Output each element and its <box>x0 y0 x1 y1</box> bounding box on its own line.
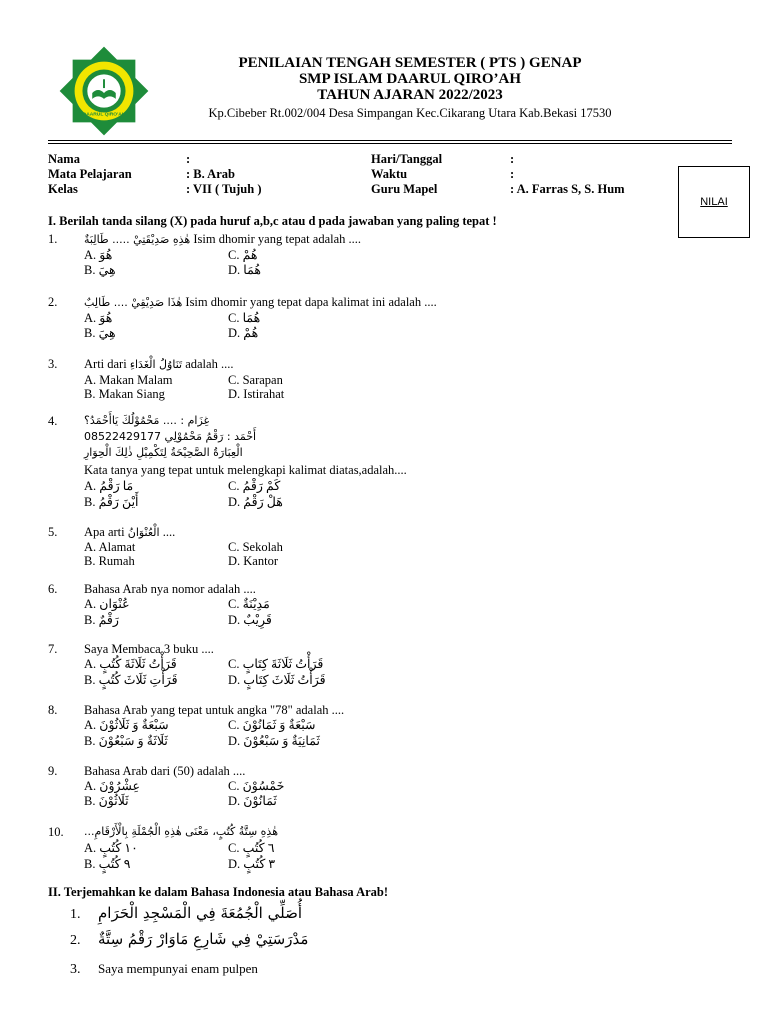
option-b[interactable]: B. Makan Siang <box>84 387 165 401</box>
option-b[interactable]: B. ٩ كُتُبٍ <box>84 857 131 871</box>
waktu-colon: : <box>510 167 515 181</box>
essay-number: 2. <box>70 933 81 948</box>
question-number: 5. <box>48 525 58 539</box>
essay-item-1 <box>70 904 302 923</box>
option-a[interactable]: A. قَرَأْتُ ثَلَاثَةَ كُتُبٍ <box>84 657 177 671</box>
question-arabic: غِزَام : .... مَحْمُوْلُكَ يَاأَحْمَدُ؟ <box>84 414 210 427</box>
option-d[interactable]: D. هَلْ رَقْمُ <box>228 495 283 509</box>
school-logo <box>55 42 153 140</box>
question-number: 7. <box>48 642 58 656</box>
question-arabic: هٰذِهِ صَدِيْقَتِيْ ..... طَالِبَةٌ <box>84 233 191 246</box>
logo-text: DAARUL QIRO'AH <box>82 112 126 118</box>
option-d[interactable]: D. ثَمَانُوْنَ <box>228 794 277 808</box>
question-number: 1. <box>48 232 58 246</box>
question-text: Bahasa Arab nya nomor adalah .... <box>84 582 256 596</box>
option-c[interactable]: C. هُمْ <box>228 248 258 262</box>
waktu-label: Waktu <box>371 167 408 181</box>
question-text: Isim dhomir yang tepat adalah .... <box>190 232 362 246</box>
option-c[interactable]: C. ٦ كُتُبٍ <box>228 841 275 855</box>
nilai-box <box>678 166 750 238</box>
option-d[interactable]: D. هُمْ <box>228 326 259 340</box>
question-number: 3. <box>48 357 58 371</box>
question-text: Bahasa Arab yang tepat untuk angka "78" adalah .... <box>84 703 345 717</box>
option-c[interactable]: C. كَمْ رَقْمُ <box>228 479 281 493</box>
question-number: 9. <box>48 764 58 778</box>
option-d[interactable]: D. قَرَأْتُ ثَلَاثَ كِتَابٍ <box>228 673 326 687</box>
header-title-1: PENILAIAN TENGAH SEMESTER ( PTS ) GENAP <box>238 55 582 71</box>
question-text: Saya Membaca 3 buku .... <box>84 642 214 656</box>
question-number: 8. <box>48 703 58 717</box>
section-2-title: II. Terjemahkan ke dalam Bahasa Indonesia atau Bahasa Arab! <box>48 885 389 899</box>
option-a[interactable]: A. ١٠ كُتُبٍ <box>84 841 138 855</box>
nilai-label: NILAI <box>700 196 728 208</box>
guru-label: Guru Mapel <box>371 182 438 196</box>
option-c[interactable]: C. سَبْعَةٌ وَ ثَمَانُوْنَ <box>228 718 316 732</box>
question-prefix: Apa arti <box>84 525 128 539</box>
question-text: adalah .... <box>182 357 234 371</box>
option-b[interactable]: B. ثَلَاثَةٌ وَ سَبْعُوْنَ <box>84 734 168 748</box>
nama-colon: : <box>186 152 191 166</box>
option-b[interactable]: B. هِيَ <box>84 263 116 277</box>
option-d[interactable]: D. Kantor <box>228 554 278 568</box>
question-arabic: هٰذِهِ سِتَّةُ كُتُبٍ، مَعْنَى هٰذِهِ الْجُمْلَةِ بِالْأَرْقَامِ... <box>84 825 278 838</box>
option-b[interactable]: B. رَقْمٌ <box>84 613 119 627</box>
option-c[interactable]: C. Sarapan <box>228 373 283 387</box>
option-a[interactable]: A. عُنْوَان <box>84 597 130 611</box>
option-c[interactable]: C. مَدِيْنَةٌ <box>228 597 270 611</box>
header-address: Kp.Cibeber Rt.002/004 Desa Simpangan Kec.Cikarang Utara Kab.Bekasi 17530 <box>208 106 612 120</box>
option-d[interactable]: D. هُمَا <box>228 263 261 277</box>
section-1-title: I. Berilah tanda silang (X) pada huruf a,b,c atau d pada jawaban yang paling tepat ! <box>48 214 497 228</box>
option-a[interactable]: A. Makan Malam <box>84 373 173 387</box>
option-b[interactable]: B. أَيْنَ رَقْمُ <box>84 495 139 509</box>
essay-text: مَدْرَسَتِيْ فِي شَارِعِ مَاوَارْ رَقْمُ سِتَّةٌ <box>98 930 309 948</box>
essay-text: أُصَلِّي الْجُمُعَةَ فِي الْمَسْجِدِ الْحَرَامِ <box>98 904 302 922</box>
header-title-3: TAHUN AJARAN 2022/2023 <box>317 87 503 103</box>
option-a[interactable]: A. مَا رَقْمُ <box>84 479 134 493</box>
header-title-2: SMP ISLAM DAARUL QIRO’AH <box>298 71 522 87</box>
option-d[interactable]: D. قَرِيْبٌ <box>228 613 272 627</box>
question-text: Bahasa Arab dari (50) adalah .... <box>84 764 246 778</box>
question-text: .... <box>159 525 176 539</box>
option-c[interactable]: C. Sekolah <box>228 540 283 554</box>
question-number: 6. <box>48 582 58 596</box>
hari-colon: : <box>510 152 515 166</box>
essay-number: 1. <box>70 907 81 922</box>
option-b[interactable]: B. ثَلَاثُوْنَ <box>84 794 129 808</box>
option-b[interactable]: B. قَرَأْتِ ثَلَاثَ كُتُبٍ <box>84 673 178 687</box>
question-arabic-line-3: الْعِبَارَةُ الصَّحِيْحَةُ لِتَكْمِيْلِ ذٰلِكَ الْحِوَارِ <box>84 446 243 459</box>
option-a[interactable]: A. عِشْرُوْنَ <box>84 779 141 793</box>
kelas-label: Kelas <box>48 182 78 196</box>
mapel-label: Mata Pelajaran <box>48 167 132 181</box>
kelas-value: : VII ( Tujuh ) <box>186 182 262 196</box>
option-c[interactable]: C. خَمْسُوْنَ <box>228 779 285 793</box>
question-arabic-line-2: أَحْمَد : رَقْمُ مَحْمُوْلِي 08522429177 <box>84 430 257 443</box>
essay-item-2 <box>70 930 308 949</box>
option-c[interactable]: C. هُمَا <box>228 311 261 325</box>
question-number: 10. <box>48 825 64 839</box>
option-d[interactable]: D. Istirahat <box>228 387 285 401</box>
option-c[interactable]: C. قَرَأْتُ ثَلَاثَةَ كِتَابٍ <box>228 657 324 671</box>
option-b[interactable]: B. Rumah <box>84 554 135 568</box>
essay-number: 3. <box>70 962 81 977</box>
document-header <box>160 55 660 121</box>
option-a[interactable]: A. سَبْعَةٌ وَ ثَلَاثُوْنَ <box>84 718 169 732</box>
question-text: Isim dhomir yang tepat dapa kalimat ini adalah .... <box>182 295 437 309</box>
header-rule-top <box>48 140 732 141</box>
option-d[interactable]: D. ثَمَانِيَةٌ وَ سَبْعُوْنَ <box>228 734 320 748</box>
guru-value: : A. Farras S, S. Hum <box>510 182 625 196</box>
question-arabic: هٰذَا صَدِيْقِيْ .... طَالِبٌ <box>84 296 183 309</box>
essay-item-3 <box>70 961 258 978</box>
option-a[interactable]: A. هُوَ <box>84 248 113 262</box>
question-text: Kata tanya yang tepat untuk melengkapi kalimat diatas,adalah.... <box>84 463 407 477</box>
question-number: 4. <box>48 414 58 428</box>
mapel-value: : B. Arab <box>186 167 235 181</box>
nama-label: Nama <box>48 152 80 166</box>
essay-text: Saya mempunyai enam pulpen <box>98 961 258 976</box>
question-number: 2. <box>48 295 58 309</box>
header-rule-bottom <box>48 143 732 144</box>
question-arabic: الْعُنْوَانُ <box>127 526 160 539</box>
question-prefix: Arti dari <box>84 357 130 371</box>
option-a[interactable]: A. هُوَ <box>84 311 113 325</box>
option-d[interactable]: D. ٣ كُتُبٍ <box>228 857 276 871</box>
question-arabic: تَنَاوُلُ الْغَدَاءِ <box>129 358 183 371</box>
hari-label: Hari/Tanggal <box>371 152 443 166</box>
option-a[interactable]: A. Alamat <box>84 540 136 554</box>
option-b[interactable]: B. هِيَ <box>84 326 116 340</box>
